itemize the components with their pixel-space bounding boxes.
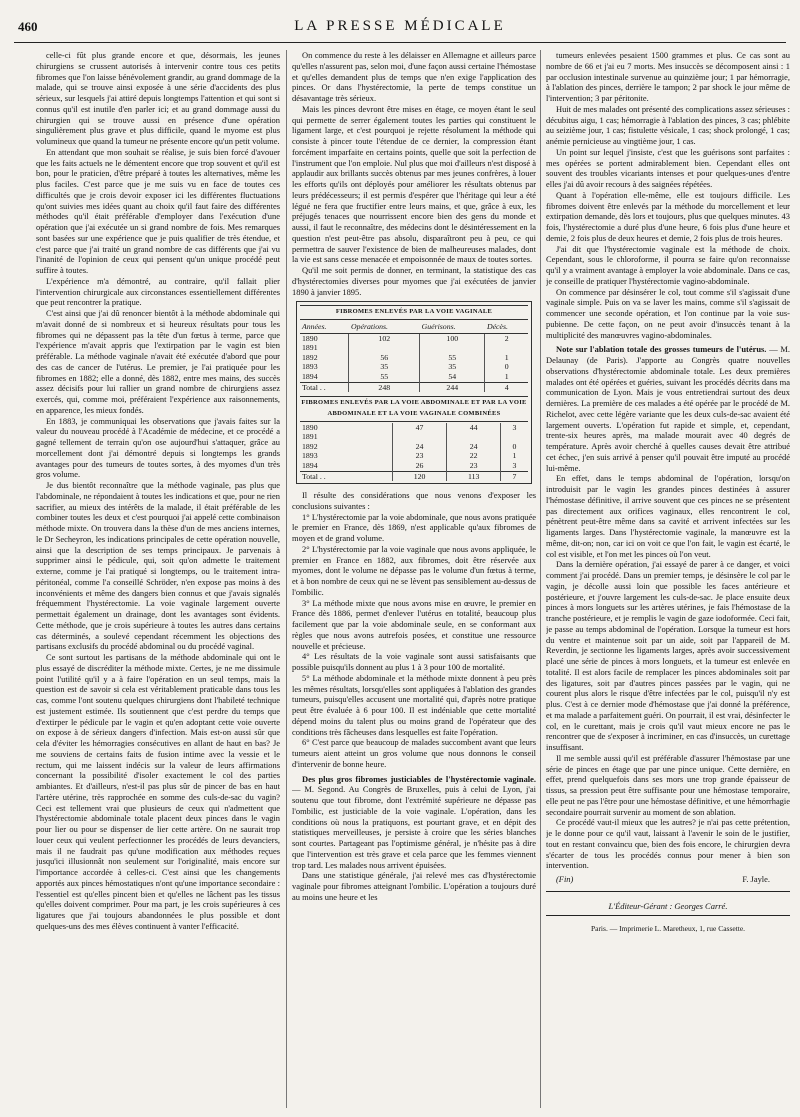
table-header: Opérations. — [349, 321, 420, 333]
table-cell: 1 — [501, 451, 529, 461]
statistics-tables — [296, 301, 532, 484]
paragraph: On commence du reste à les délaisser en Allemagne et ailleurs parce qu'elles n'assurent pas, selon moi, d'une façon aussi certaine l'hémostase et qu'elles demandent plus de temps que n'en exige l'application des pinces. Or dans l'hystérectomie, la perte de temps constitue un désavantage très sérieux. — [292, 50, 536, 103]
table-row — [300, 423, 528, 433]
table-total-row — [300, 382, 528, 392]
table-cell: 3 — [501, 423, 529, 433]
table-cell: 24 — [392, 442, 447, 452]
table-cell: 1890 — [302, 422, 318, 432]
table-row — [300, 442, 528, 452]
table-title: FIBROMES ENLEVÉS PAR LA VOIE VAGINALE — [300, 305, 528, 320]
table-cell — [447, 432, 501, 442]
table-cell: Total . . — [300, 471, 392, 481]
paragraph: Mais les pinces devront être mises en étage, ce moyen étant le seul qui permette de serrer également toutes les parties qui constituent le ligament large, et c'est pourquoi je rejette résolument la méthode qui consiste à pincer toute l'étendue de ce dernier, la compression étant forcément imparfaite en certains points, quelle que soit la perfection de l'instrument que l'on emploie. Nul plus que moi d'ailleurs n'est disposé à applaudir aux brillants succès obtenus par mes jeunes confrères, à louer les efforts qu'ils ont déployés pour améliorer les résultats obtenus par leurs prédécesseurs; il est permis d'espérer que l'héritage qui leur a été légué ne fera que fructifier entre leurs mains, et que, grâce à eux, les préjugés tenaces que nourrissent encore bien des gens du monde et aussi, il faut le reconnaître, des médecins dont le désintéressement en la question n'est peut-être pas absolu, disparaîtront peu à peu, ce qui permettra de sauver l'existence de bien de malheureuses malades, dont la vie est sans cesse menacée et empoisonnée de maux de toutes sortes. — [292, 103, 536, 265]
paragraph: celle-ci fût plus grande encore et que, désormais, les jeunes chirurgiens se crussent autorisés à intervenir contre tous ces petits fibromes que l'on laisse bénévolement grandir, au grand dommage de la malade, qui se trouve ainsi exposée à une série d'accidents des plus sérieux, sur lesquels j'ai attiré depuis longtemps l'attention et qui sont si connus qu'il est inutile d'en parler ici; et au grand dommage aussi du chirurgien qui se trouve aussi en présence d'une opération singulièrement plus grave et plus difficile, quand le myome est plus volumineux que quand la tumeur ne présente encore qu'un petit volume. — [36, 50, 280, 146]
paragraph: 2° L'hystérectomie par la voie vaginale que nous avons appliquée, le premier en France en 1882, aux fibromes, doit être réservée aux myomes, dont le volume ne dépasse pas le volume d'un fœtus à terme, et à bon nombre de ceux qui ne se lèvent pas sensiblement au-dessus de l'ombilic. — [292, 543, 536, 597]
page — [14, 18, 790, 1108]
table-cell: 1894 — [302, 371, 318, 381]
section-author: — M. Delaunay (de Paris). — [546, 344, 790, 365]
paragraph: 6° C'est parce que beaucoup de malades succombent avant que leurs tumeurs aient atteint un gros volume que nous donnons le conseil d'intervenir de bonne heure. — [292, 737, 536, 769]
section-paragraph — [546, 344, 790, 473]
author-signature: F. Jayle. — [742, 874, 770, 884]
section-title: Note sur l'ablation totale des grosses tumeurs de l'utérus. — [556, 344, 767, 355]
table-cell: 23 — [392, 451, 447, 461]
table-cell: 244 — [420, 382, 485, 392]
paragraph: Qu'il me soit permis de donner, en terminant, la statistique des cas d'hystérectomies diverses pour myomes que j'ai exécutées de janvier 1890 à janvier 1895. — [292, 265, 536, 297]
paragraph: Je dus bientôt reconnaître que la méthode vaginale, pas plus que l'abdominale, ne répondaient à toutes les indications et que, pour ne rien sacrifier, au mieux des intérêts de la malade, il était préférable de les combiner toutes les deux et c'est pourquoi j'ai appelé cette combinaison méthode mixte. On trouvera dans la thèse d'un de mes anciens internes, le Dr Secheyron, les indications principales de cette opération nouvelle, ainsi que la description de ses temps principaux. Je parvenais à supprimer ainsi le pédicule, qui, soit qu'on admette le traitement externe, comme je l'ai pratiqué si longtemps, ou le traitement intra-péritonéal, comme l'a conseillé Schröder, n'en expose pas moins à des inconvénients et même des dangers bien connus et que j'avais signalés fréquemment l'hystérectomie. La voie vaginale largement ouverte permettait également un drainage, dont les avantages sont évidents. Cette méthode, que je crois supérieure à toutes les autres dans certains cas déterminés, a soulevé cependant récemment les objections des partisans exclusifs du procédé abdominal ou du procédé vaginal. — [36, 480, 280, 652]
table-cell: 1893 — [302, 451, 318, 461]
masthead: LA PRESSE MÉDICALE — [294, 18, 506, 34]
table-cell: 47 — [392, 423, 447, 433]
editor-line: L'Éditeur-Gérant : Georges Carré. — [546, 898, 790, 916]
table-header: Guérisons. — [420, 321, 485, 333]
paragraph: L'expérience m'a démontré, au contraire, qu'il fallait plier l'intervention chirurgicale aux circonstances essentiellement différentes que peut rencontrer la pratique. — [36, 275, 280, 308]
column-rule — [540, 50, 541, 1108]
table-cell — [501, 432, 529, 442]
table-row — [300, 461, 528, 471]
table-cell — [392, 432, 447, 442]
page-number: 460 — [18, 19, 38, 34]
section-text: J'apporte au Congrès quatre nouvelles observations d'hystérectomie abdominale totale. Les deux premières malades ont été opérées et guéries, suivant les procédés décrits dans ma communication de Lyon. Mais je vous entretiendrai surtout des deux dernières. La première de ces malades a été opérée par le procédé de M. Richelot, avec cette légère variante que les deux culs-de-sac avaient été largement ouverts. L'opération fut rapide et simple, et, cependant, trente-six heures après, ma malade mourait avec 40 degrés de température. Après avoir cherché à quelles causes devait être attribué cet échec, j'en suis arrivé à penser qu'il pouvait être imputé au procédé lui-même. — [546, 355, 790, 473]
table-header-row — [300, 321, 528, 333]
paragraph: 1° L'hystérectomie par la voie abdominale, que nous avons pratiquée le premier en France, dès 1869, n'est applicable qu'aux fibromes de moyen et de grand volume. — [292, 511, 536, 544]
table-cell: 0 — [485, 362, 528, 372]
section-author: — M. Segond. — [292, 784, 346, 795]
table-cell: 23 — [447, 461, 501, 471]
column-rule — [286, 50, 287, 1108]
signature-line — [546, 874, 790, 885]
table-cell: 1 — [485, 372, 528, 382]
paragraph: En effet, dans le temps abdominal de l'opération, lorsqu'on introduisit par le vagin les grandes pinces destinées à assurer l'hémostase définitive, il arrive souvent que ces pinces ne se présentent pas directement aux orifices vaginaux, elles rencontrent le col, pénètrent peut-être même dans sa cavité et arrivent infectées sur les ligaments larges. Dans l'hystérectomie vaginale, la manœuvre est la même, dit-on; non, car ici on voit ce que l'on fait, le vagin est écarté, le col est visible, et l'on met les pinces où l'on veut. — [546, 473, 790, 559]
paragraph: On commence par désinsérer le col, tout comme s'il s'agissait d'une vaginale simple. Puis on va se laver les mains, comme s'il s'agissait de commencer une seconde opération, et l'on continue par la voie sus-pubienne. De cette façon, on ne peut avoir d'insuccès tenant à la multiplicité des manœuvres vagino-abdominales. — [546, 286, 790, 340]
paragraph: J'ai dit que l'hystérectomie vaginale est la méthode de choix. Cependant, sous le chloroforme, il pourra se faire qu'on reconnaisse qu'il y a vraiment avantage à employer la voie abdominale. Dans ce cas, je conseille de pratiquer l'hystérectomie vagino-abdominale. — [546, 243, 790, 286]
paragraph: Un point sur lequel j'insiste, c'est que les guérisons sont parfaites : mes opérées se portent admirablement bien. Cependant elles ont souvent des troubles vicariants intenses et pour quelques-unes d'entre elles j'ai dû avoir recours à des saignées répétées. — [546, 146, 790, 189]
section-title: Des plus gros fibromes justiciables de l'hystérectomie vaginale. — [302, 773, 536, 784]
paragraph: 3° La méthode mixte que nous avons mise en œuvre, le premier en France dès 1886, permet d'enlever l'utérus en totalité, beaucoup plus facilement que par la voie abdominale seule, en se conformant aux règles que nous avons autrefois posées, et constitue une ressource nouvelle et précieuse. — [292, 597, 536, 651]
table-cell: 26 — [392, 461, 447, 471]
table-cell: 1892 — [302, 441, 318, 451]
paragraph: Huit de mes malades ont présenté des complications assez sérieuses : décubitus aigu, 1 cas; hémorragie à l'ablation des pinces, 3 cas; phlébite au seizième jour, 1 cas; fistulette vésicale, 1 cas; shock prolongé, 1 cas; anémie pernicieuse au vingtième jour, 1 cas. — [546, 103, 790, 146]
column-2 — [292, 50, 536, 1108]
paragraph: Quant à l'opération elle-même, elle est toujours difficile. Les fibromes doivent être enlevés par la méthode du morcellement et leur extirpation demande, dès lors et toujours, plus que quelques minutes. 43 fois, l'hystérectomie a duré plus d'une heure, 6 fois plus d'une heure et demie, 2 fois plus de deux heures et demie, 2 fois plus de trois heures. — [546, 189, 790, 243]
paragraph: 5° La méthode abdominale et la méthode mixte donnent à peu près les mêmes résultats, lorsqu'elles sont appliquées à l'ablation des grandes tumeurs, puisqu'elles accusent une mortalité qui, d'après notre pratique peut être évaluée à 6 pour 100. Il est indéniable que cette mortalité dépend moins du talent plus ou moins grand de l'opérateur que des conditions très fâcheuses dans lesquelles est faite l'opération. — [292, 672, 536, 737]
section-text: Au Congrès de Bruxelles, puis à celui de Lyon, j'ai soutenu que tout fibrome, dont l'extrémité supérieure ne dépasse pas l'ombilic, est justiciable de la voie vaginale. L'opération, dans les conditions où nous la pratiquons, est pourtant grave, et en dépit des statistiques merveilleuses, je persiste à croire que les séries blanches sont courtes. Partageant pas l'optimisme général, je n'hésite pas à dire que l'intervention est très grave et cela parce que les femmes viennent trop tard. Les malades nous arrivent épuisées. — [292, 784, 536, 870]
table-cell: 35 — [420, 362, 485, 372]
table-row — [300, 451, 528, 461]
table-cell: 1891 — [302, 343, 318, 353]
table-cell — [349, 343, 420, 353]
paragraph: 4° Les résultats de la voie vaginale sont aussi satisfaisants que possible puisqu'ils donnent au plus 1 à 3 pour 100 de mortalité. — [292, 651, 536, 673]
table-cell: 44 — [447, 423, 501, 433]
table-cell — [485, 343, 528, 353]
table-cell: 54 — [420, 372, 485, 382]
paragraph: Il résulte des considérations que nous venons d'exposer les conclusions suivantes : — [292, 490, 536, 511]
table-row — [300, 333, 528, 343]
table-cell: 1 — [485, 353, 528, 363]
paragraph: En 1883, je communiquai les observations que j'avais faites sur la valeur du nouveau procédé à l'Académie de médecine, et ce procédé a gagné tellement de terrain qu'on ose aujourd'hui s'attaquer, grâce au morcellement dont j'ai démontré depuis si longtemps les grands avantages pour des tumeurs de toutes sortes, à des myomes d'un très gros volume. — [36, 415, 280, 480]
table-cell: 56 — [349, 353, 420, 363]
table-row — [300, 372, 528, 382]
page-header — [14, 18, 786, 43]
table-cell: 55 — [420, 353, 485, 363]
table-header: Décès. — [485, 321, 528, 333]
fin-label: (Fin) — [556, 874, 574, 884]
paragraph: Ce procédé vaut-il mieux que les autres? je n'ai pas cette prétention, je le donne pour ce qu'il vaut, laissant à l'avenir le soin de le justifier, tout en restant convaincu que, bien des fois encore, le chirurgien devra s'écarter de tous les procédés connus pour mener à bien son intervention. — [546, 817, 790, 871]
paragraph: tumeurs enlevées pesaient 1500 grammes et plus. Ce cas sont au nombre de 66 et j'ai eu 7 morts. Mes insuccès se décomposent ainsi : 1 par occlusion intestinale survenue au quinzième jour; 1 par hémorragie, à l'ablation des pinces, derrière le tampon; 2 par shock le jour même de l'intervention; 3 par péritonite. — [546, 50, 790, 103]
paragraph: En attendant que mon souhait se réalise, je suis bien forcé d'avouer que les faits actuels ne le démentent encore que trop souvent et qu'il est bon, pour le praticien, d'être préparé à toutes les alternatives, même les plus faciles. C'est parce que je me suis vu en face de toutes ces difficultés que je crois devoir exposer ici les différentes fluctuations qu'ont suivies mes idées quant au choix qu'il faut faire des différentes méthodes qu'il était préférable d'employer dans l'exécution d'une opération que j'ai exécutée un si grand nombre de fois. Mes remarques sont basées sur une expérience que je puis qualifier de très étendue, et c'est parce que j'ai traité un grand nombre de cas différents que j'ai vu l'inanité de l'opinion de ceux qui pensent qu'un unique procédé peut suffire à toutes. — [36, 146, 280, 275]
table-cell: 22 — [447, 451, 501, 461]
paragraph: Dans une statistique générale, j'ai relevé mes cas d'hystérectomie vaginale pour fibromes atteignant l'ombilic. L'opération a toujours duré au moins une heure et les — [292, 870, 536, 902]
table-cell — [420, 343, 485, 353]
paragraph: C'est ainsi que j'ai dû renoncer bientôt à la méthode abdominale qui m'avait donné de si nombreux et si heureux résultats pour tous les fibromes qui ne dépassent pas la tête d'un fœtus à terme, parce que l'expérience m'avait appris que l'extirpation par le vagin est bien préférable. La méthode vaginale n'avait été exécutée d'abord que pour des cas de cancer de l'utérus. Le premier, je l'ai pratiquée pour les fibromes en 1882; elle a donné, dès 1882, entre mes mains, des succès assez décisifs pour lui rallier un grand nombre de chirurgiens assez exercés, qui, comme moi, préféraient l'expérience aux raisonnements, en apparence, les mieux fondés. — [36, 308, 280, 415]
table-cell: 4 — [485, 382, 528, 392]
table-cell: 24 — [447, 442, 501, 452]
vaginal-table — [300, 321, 528, 392]
column-1 — [36, 50, 280, 1108]
table-cell: 1892 — [302, 352, 318, 362]
table-cell: 102 — [349, 333, 420, 343]
table-cell: 35 — [349, 362, 420, 372]
table-cell: 2 — [485, 333, 528, 343]
table-cell: 248 — [349, 382, 420, 392]
table-title: FIBROMES ENLEVÉS PAR LA VOIE ABDOMINALE ET PAR LA VOIE ABDOMINALE ET LA VOIE VAGINALE COMBINÉES — [300, 396, 528, 422]
divider — [546, 891, 790, 892]
printer-line: Paris. — Imprimerie L. Maretheux, 1, rue Cassette. — [590, 923, 746, 933]
paragraph: Dans la dernière opération, j'ai essayé de parer à ce danger, et voici comment j'ai procédé. Dans un premier temps, je désinsère le col par le vagin, je décolle aussi loin que possible les faces antérieure et postérieure, et j'ouvre largement les culs-de-sac. Je place ensuite deux pinces à mors longuets sur les artères utérines, je fais l'hémostase de la tranche postérieure, et je remplis le vagin de gaze iodoformée. Ceci fait, je passe au temps abdominal de l'opération. Lorsque la tumeur est hors du ventre et maintenue soit par un aide, soit par l'appareil de M. Reverdin, je sectionne les ligaments larges, après avoir successivement placé une série de pinces à mors longuets, et la tumeur est enlevée en totalité. Il est alors facile de remplacer les pinces abdominales soit par des ligatures, soit par d'autres pinces passées par le vagin, qui ne courent plus alors le risque d'être infectées par le col, puisqu'il n'y est plus. C'est à ce dernier mode d'hémostase que j'ai donné la préférence, et ma malade a parfaitement guéri. On pourrait, il est vrai, désinfecter le col, en le curettant, mais je crois qu'il vaut mieux encore ne pas le rencontrer que de s'exposer à incriminer, en cas d'insuccès, un curettage insuffisant. — [546, 559, 790, 752]
table-cell: Total . . — [300, 382, 349, 392]
table-cell: 3 — [501, 461, 529, 471]
paragraph: Il me semble aussi qu'il est préférable d'assurer l'hémostase par une série de pinces en étage que par une pince unique. Cette dernière, en effet, prend quelquefois dans ses mors une trop grande épaisseur de tissus, sa pression peut être suffisante pour une hémostase temporaire, elle peut ne pas l'être pour une hémostase définitive, et une hémorrhagie secondaire pourrait survenir au moment de son ablation. — [546, 752, 790, 817]
table-cell: 100 — [420, 333, 485, 343]
table-cell: 7 — [501, 471, 529, 481]
paragraph: Ce sont surtout les partisans de la méthode abdominale qui ont le plus essayé de discréditer la méthode mixte. Certes, je ne me dissimule point l'utilité qu'il y a à faire l'opération en un seul temps, mais la question est de savoir si cela est véritablement praticable dans tous les cas, comme l'ont soutenu quelques chirurgiens dont l'habileté technique est justement estimée. Ils soutiennent que c'est perdre du temps que d'extirper le pédicule par le vagin et qu'en adoptant cette voie ouverte on expose à de sérieux dangers d'infection. Mais est-on aussi sûr que cela d'éviter les hémorragies consécutives en allant de haut en bas? Je me souviens de certains faits de fusion intime avec la vessie et le rectum, qui me laissent indécis sur la valeur de leurs affirmations concernant la possibilité d'isoler exactement le col des parties ambiantes. Et d'ailleurs, n'est-il pas plus sûr de pincer de bas en haut l'artère utérine, très rapprochée en somme des culs-de-sac du vagin? Ceci est tellement vrai que plusieurs de ceux qui n'admettent que l'hystérectomie abdominale totale placent deux pinces dans le vagin pour lier ou pour se dispenser de lier cette artère. On ne saurait trop louer ceux qui veulent perfectionner les procédés de leurs devanciers, mais il ne faudrait pas qu'une modification aux méthodes reçues jusqu'ici illusionnât non seulement sur l'originalité, mais encore sur l'importance accordée à celles-ci. C'est ainsi que les changements apportés aux pinces hémostatiques n'ont qu'une importance secondaire : l'essentiel est qu'elles pincent bien et qu'elles ne lâchent pas les tissus qu'elles doivent comprimer. Pour ma part, je les crois supérieures à ces ligatures que j'ai toujours abandonnées le plus possible et dont quelques-uns des mes élèves continuent à vanter l'efficacité. — [36, 652, 280, 931]
combined-table — [300, 423, 528, 482]
table-cell: 55 — [349, 372, 420, 382]
table-cell: 1893 — [302, 362, 318, 372]
table-row — [300, 432, 528, 442]
table-cell: 113 — [447, 471, 501, 481]
table-header: Années. — [300, 321, 349, 333]
table-cell: 1894 — [302, 461, 318, 471]
section-paragraph — [292, 774, 536, 871]
table-cell: 0 — [501, 442, 529, 452]
table-cell: 1891 — [302, 432, 318, 442]
table-row — [300, 343, 528, 353]
column-3 — [546, 50, 790, 1108]
table-row — [300, 362, 528, 372]
table-row — [300, 353, 528, 363]
table-total-row — [300, 471, 528, 481]
table-cell: 1890 — [302, 333, 318, 343]
columns — [14, 50, 790, 1108]
table-cell: 120 — [392, 471, 447, 481]
